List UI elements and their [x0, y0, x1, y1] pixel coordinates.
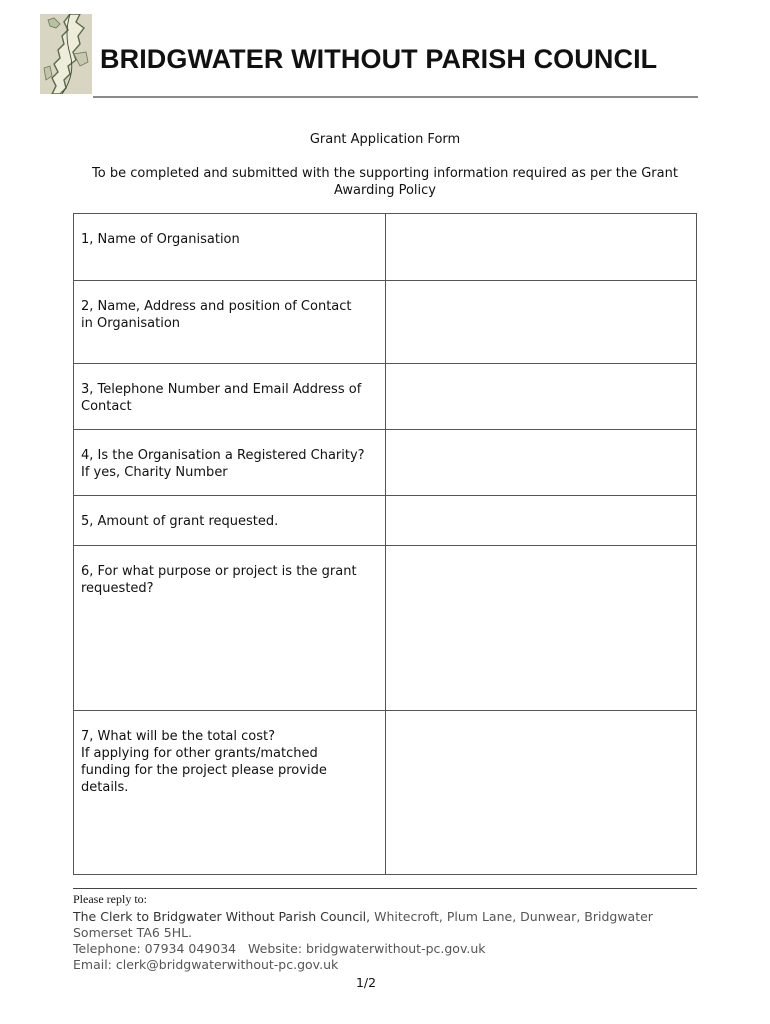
question-label: 2, Name, Address and position of Contact — [81, 299, 352, 314]
header-divider — [93, 96, 698, 98]
form-intro: To be completed and submitted with the supporting information required as per the Grant Awarding Policy — [92, 166, 678, 198]
question-label: 1, Name of Organisation — [81, 232, 240, 247]
question-cell — [74, 364, 386, 429]
answer-field-telephone-email[interactable] — [386, 364, 696, 429]
question-label: 4, Is the Organisation a Registered Charity? — [81, 448, 365, 463]
website-link[interactable]: Website: bridgwaterwithout-pc.gov.uk — [248, 941, 486, 956]
answer-field-contact-details[interactable] — [386, 281, 696, 363]
answer-field-registered-charity[interactable] — [386, 430, 696, 495]
question-label: If yes, Charity Number — [81, 465, 228, 480]
question-cell — [74, 546, 386, 710]
form-row-contact-details — [74, 280, 696, 363]
answer-field-grant-purpose[interactable] — [386, 546, 696, 710]
form-row-telephone-email — [74, 363, 696, 429]
question-label: funding for the project please provide — [81, 763, 327, 778]
parish-map-icon — [40, 14, 92, 94]
question-label: details. — [81, 780, 129, 795]
question-label: 7, What will be the total cost? — [81, 729, 276, 744]
answer-field-grant-amount[interactable] — [386, 496, 696, 545]
question-cell — [74, 496, 386, 545]
question-label: 6, For what purpose or project is the grant — [81, 564, 357, 579]
telephone-number: Telephone: 07934 049034 — [73, 941, 237, 956]
contact-details — [73, 941, 693, 973]
question-cell — [74, 711, 386, 874]
form-row-grant-amount — [74, 495, 696, 545]
answer-field-total-cost[interactable] — [386, 711, 696, 874]
postal-address: Whitecroft, Plum Lane, Dunwear, Bridgwater Somerset TA6 5HL. — [73, 909, 653, 940]
question-cell — [74, 281, 386, 363]
question-label: Contact — [81, 399, 132, 414]
question-label: in Organisation — [81, 316, 181, 331]
question-label: 3, Telephone Number and Email Address of — [81, 382, 362, 397]
question-label: 5, Amount of grant requested. — [81, 514, 279, 529]
reply-label: Please reply to: — [73, 892, 147, 906]
form-row-grant-purpose — [74, 545, 696, 710]
form-row-organisation-name — [74, 214, 696, 280]
form-row-registered-charity — [74, 429, 696, 495]
answer-field-organisation-name[interactable] — [386, 214, 696, 280]
page-number: 1/2 — [355, 975, 377, 990]
parish-map-logo — [40, 14, 92, 94]
form-row-total-cost — [74, 710, 696, 874]
footer-divider — [73, 888, 697, 889]
question-label: If applying for other grants/matched — [81, 746, 318, 761]
clerk-name: The Clerk to Bridgwater Without Parish Council, — [73, 909, 371, 924]
email-link[interactable]: Email: clerk@bridgwaterwithout-pc.gov.uk — [73, 957, 339, 972]
clerk-address — [73, 909, 693, 941]
question-cell — [74, 214, 386, 280]
form-title: Grant Application Form — [309, 132, 461, 147]
question-cell — [74, 430, 386, 495]
council-title: BRIDGWATER WITHOUT PARISH COUNCIL — [100, 44, 658, 74]
question-label: requested? — [81, 581, 154, 596]
application-form-table — [73, 213, 697, 875]
